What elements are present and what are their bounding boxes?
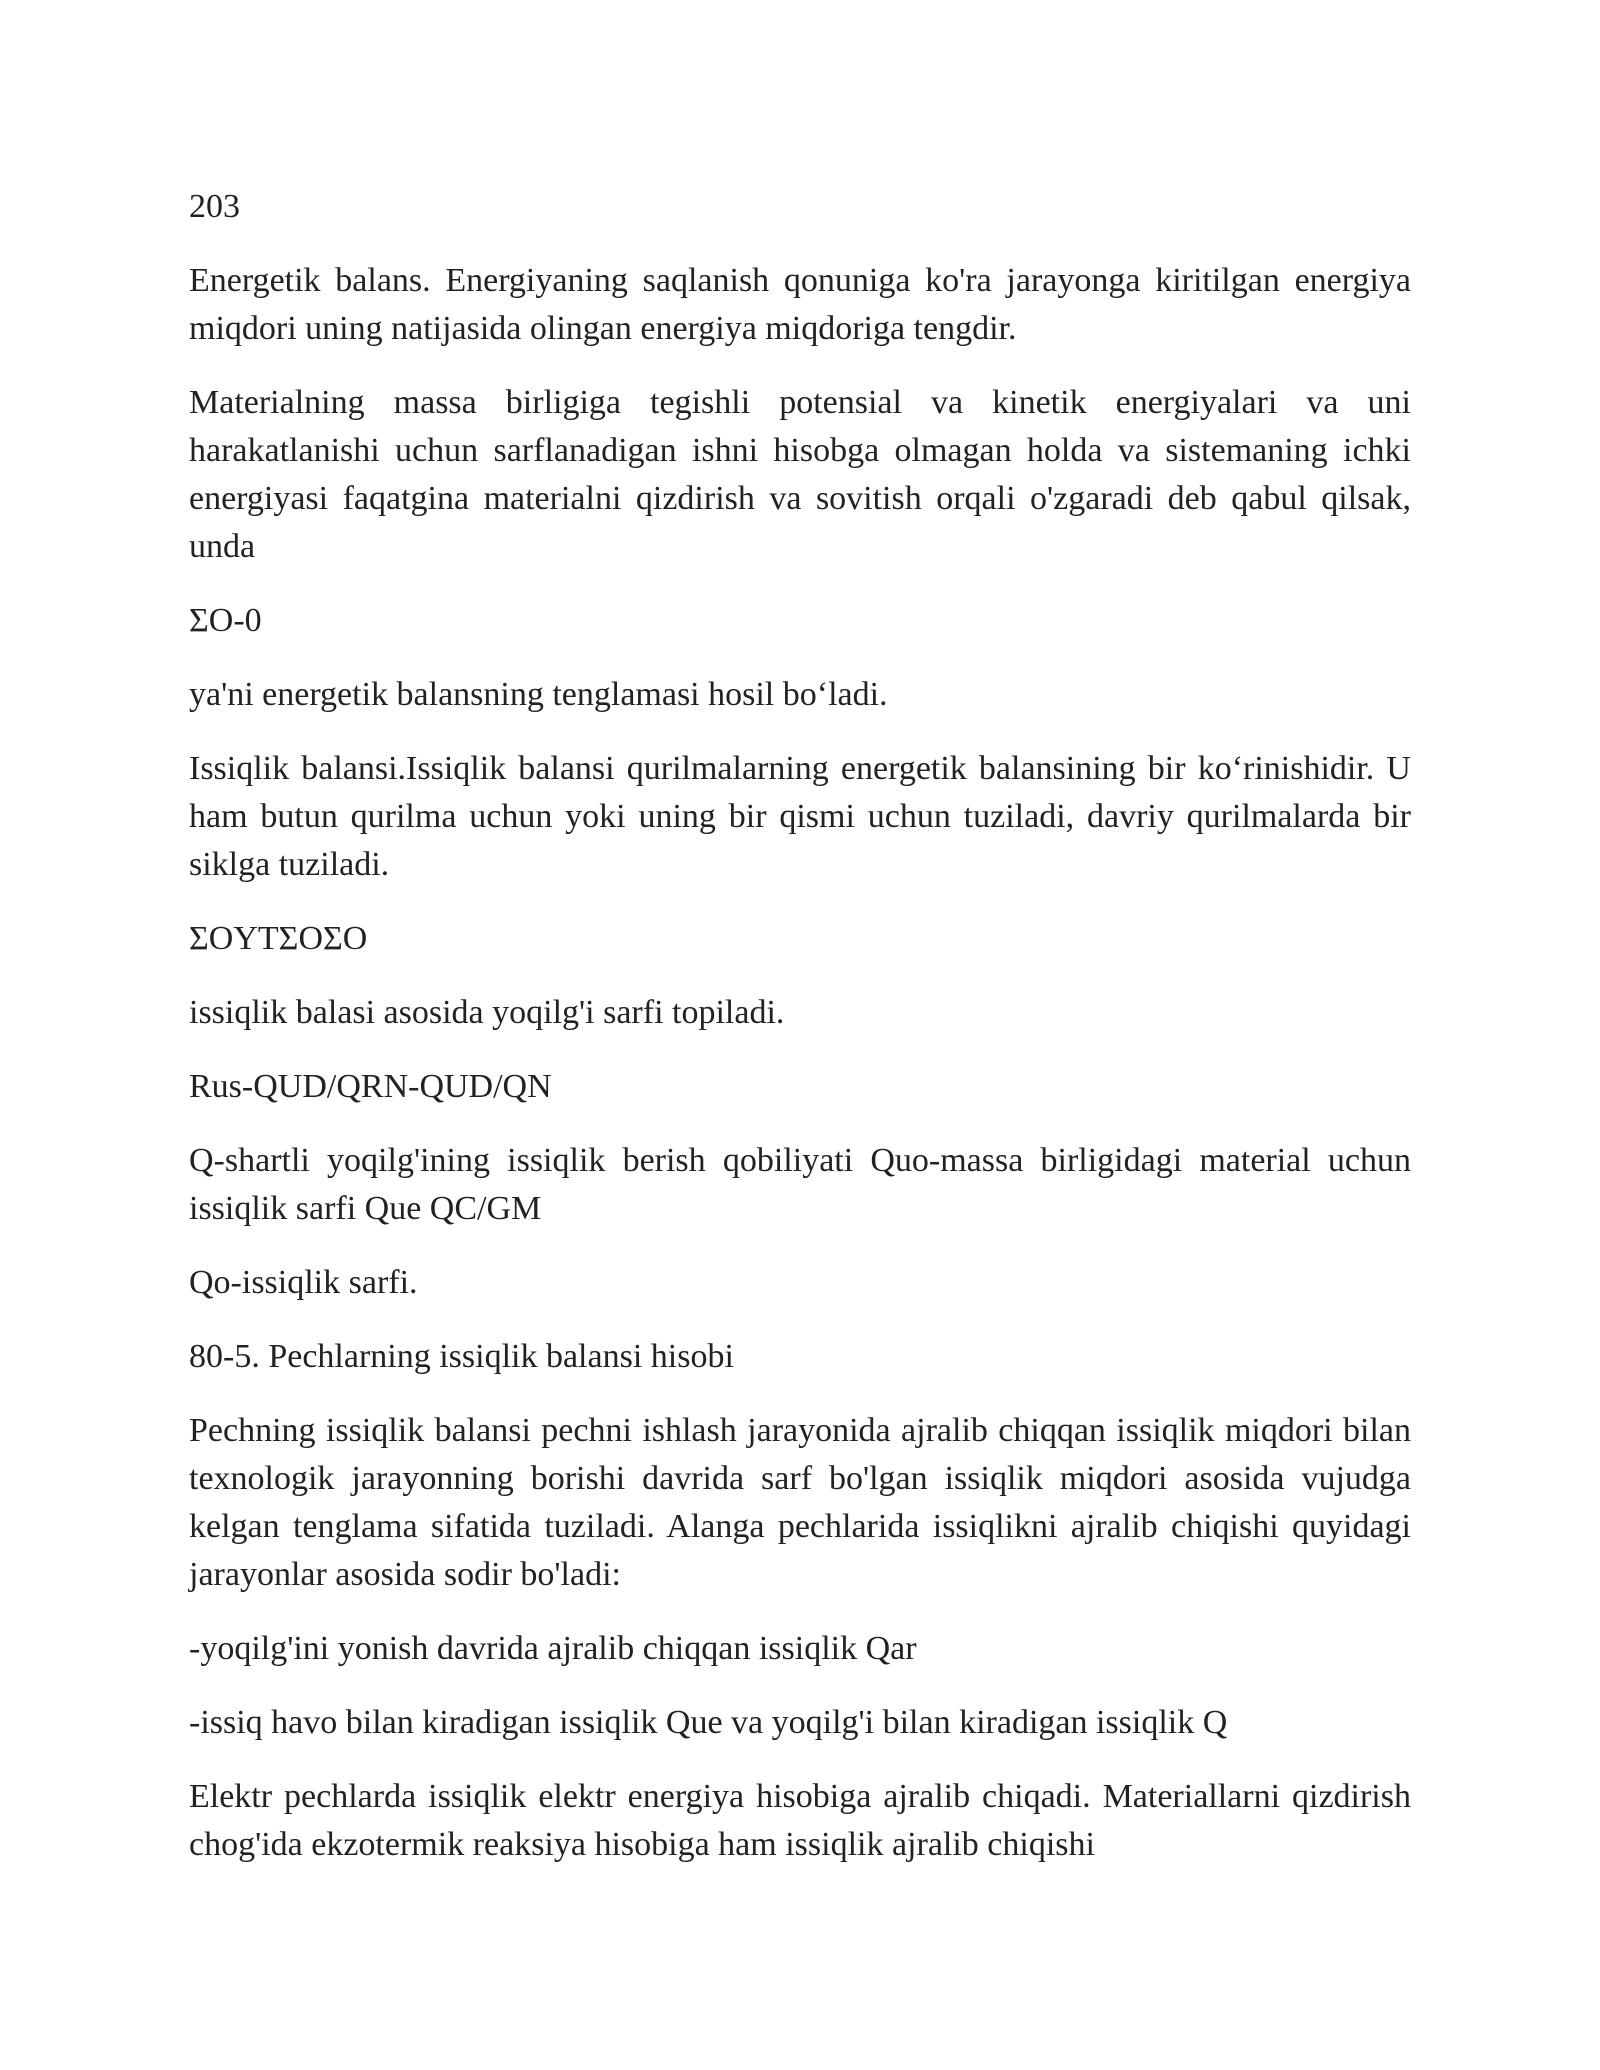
paragraph-furnace-balance: Pechning issiqlik balansi pechni ishlash jarayonida ajralib chiqqan issiqlik miqdori bilan texnologik jarayonning borishi davrida sarf bo'lgan issiqlik miqdori asosida vujudga kelgan tenglama sifatida tuziladi. Alanga pechlarida issiqlikni ajralib chiqishi quyidagi jarayonlar asosida sodir bo'ladi:: [189, 1412, 1411, 1593]
paragraph-energy-balance: Energetik balans. Energiyaning saqlanish qonuniga ko'ra jarayonga kiritilgan energiya miqdori uning natijasida olingan energiya miqdoriga tengdir.: [189, 262, 1411, 347]
formula-fuel: Rus-QUD/QRN-QUD/QN: [189, 1068, 552, 1105]
document-body: [189, 183, 1411, 1895]
paragraph-definitions: Q-shartli yoqilg'ining issiqlik berish qobiliyati Quo-massa birligidagi material uchun issiqlik sarfi Que QC/GM: [189, 1142, 1411, 1227]
formula-energy-balance: ΣO-0: [189, 602, 262, 639]
paragraph-electric-furnaces: Elektr pechlarda issiqlik elektr energiya hisobiga ajralib chiqadi. Materiallarni qizdirish chog'ida ekzotermik reaksiya hisobiga ham issiqlik ajralib chiqishi: [189, 1778, 1411, 1863]
section-heading: 80-5. Pechlarning issiqlik balansi hisobi: [189, 1338, 734, 1375]
paragraph-fuel-consumption: issiqlik balasi asosida yoqilg'i sarfi topiladi.: [189, 994, 785, 1031]
paragraph-heat-balance: Issiqlik balansi.Issiqlik balansi qurilmalarning energetik balansining bir ko‘rinishidir. U ham butun qurilma uchun yoki uning bir qismi uchun tuziladi, davriy qurilmalarda bir siklga tuziladi.: [189, 750, 1411, 883]
paragraph-material-energy: Materialning massa birligiga tegishli potensial va kinetik energiyalari va uni harakatlanishi uchun sarflanadigan ishni hisobga olmagan holda va sistemaning ichki energiyasi faqatgina materialni qizdirish va sovitish orqali o'zgaradi deb qabul qilsak, unda: [189, 384, 1411, 565]
list-item-fuel-combustion: -yoqilg'ini yonish davrida ajralib chiqqan issiqlik Qar: [189, 1630, 917, 1667]
paragraph-heat-consumption: Qo-issiqlik sarfi.: [189, 1264, 418, 1301]
list-item-hot-air: -issiq havo bilan kiradigan issiqlik Que va yoqilg'i bilan kiradigan issiqlik Q: [189, 1704, 1228, 1741]
formula-heat-balance: ΣOYTΣOΣO: [189, 920, 368, 957]
paragraph-equation-note: ya'ni energetik balansning tenglamasi hosil bo‘ladi.: [189, 676, 888, 713]
page-number: 203: [189, 188, 240, 225]
